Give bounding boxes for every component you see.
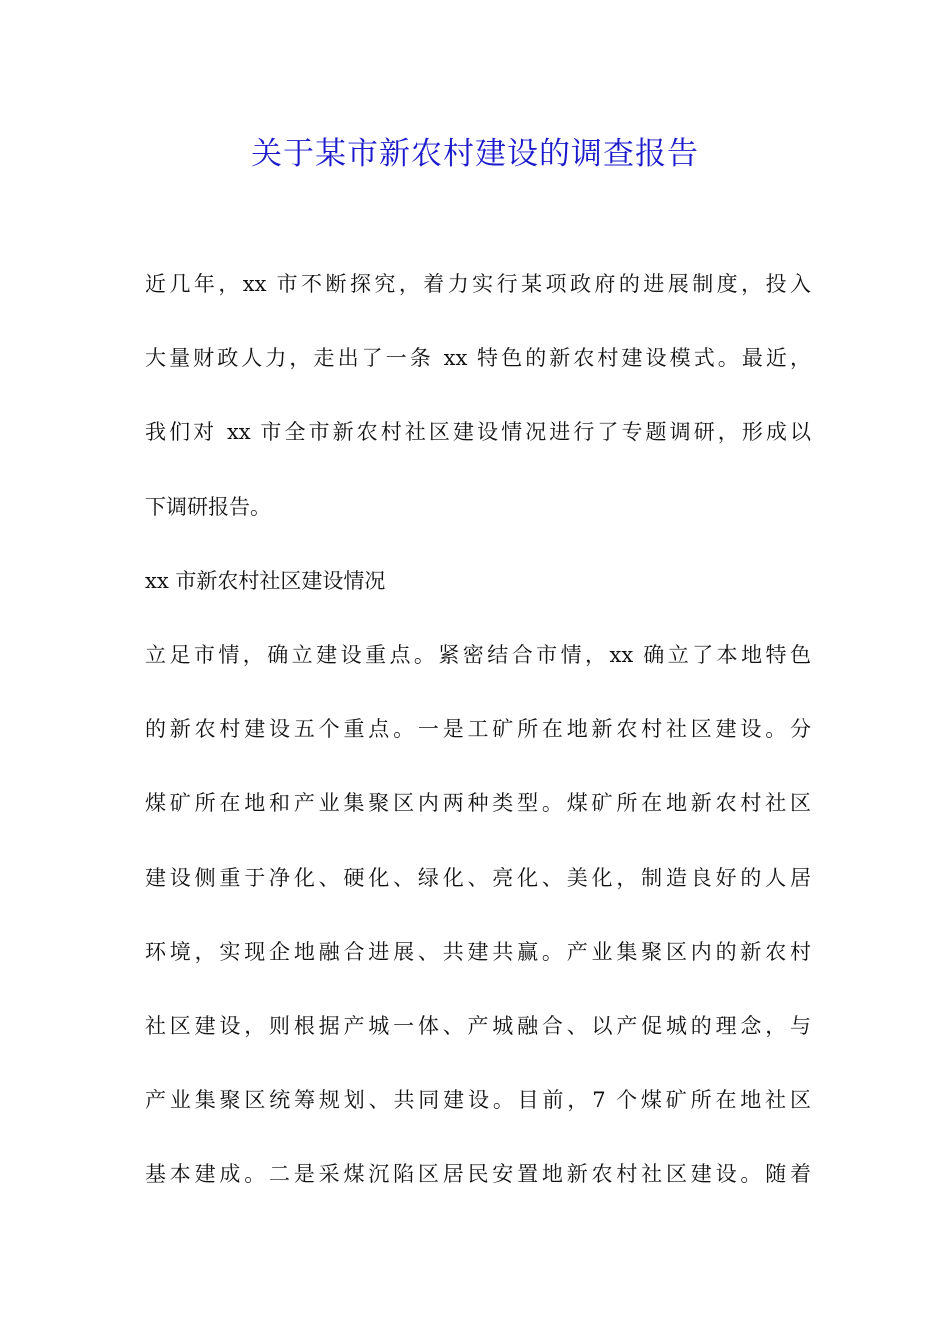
text-line: 大量财政人力，走出了一条 xx 特色的新农村建设模式。最近，: [145, 346, 811, 371]
text-line: 近几年，xx 市不断探究，着力实行某项政府的进展制度，投入: [145, 272, 811, 296]
document-body: [145, 262, 811, 1226]
text-line: 我们对 xx 市全市新农村社区建设情况进行了专题调研，形成以: [145, 420, 811, 445]
text-line: 煤矿所在地和产业集聚区内两种类型。煤矿所在地新农村社区: [145, 791, 811, 816]
text-line: 社区建设，则根据产城一体、产城融合、以产促城的理念，与: [145, 1013, 811, 1038]
text-line: 的新农村建设五个重点。一是工矿所在地新农村社区建设。分: [145, 717, 811, 742]
document-title: 关于某市新农村建设的调查报告: [251, 136, 699, 172]
text-line: 立足市情，确立建设重点。紧密结合市情，xx 确立了本地特色: [145, 642, 811, 667]
text-line: 基本建成。二是采煤沉陷区居民安置地新农村社区建设。随着: [145, 1162, 811, 1187]
text-line: 下调研报告。: [145, 494, 271, 519]
text-line: 环境，实现企地融合进展、共建共赢。产业集聚区内的新农村: [145, 939, 811, 964]
text-line: 建设侧重于净化、硬化、绿化、亮化、美化，制造良好的人居: [145, 865, 811, 890]
section-heading: xx 市新农村社区建设情况: [145, 568, 386, 593]
text-line: 产业集聚区统筹规划、共同建设。目前，7 个煤矿所在地社区: [145, 1088, 811, 1113]
